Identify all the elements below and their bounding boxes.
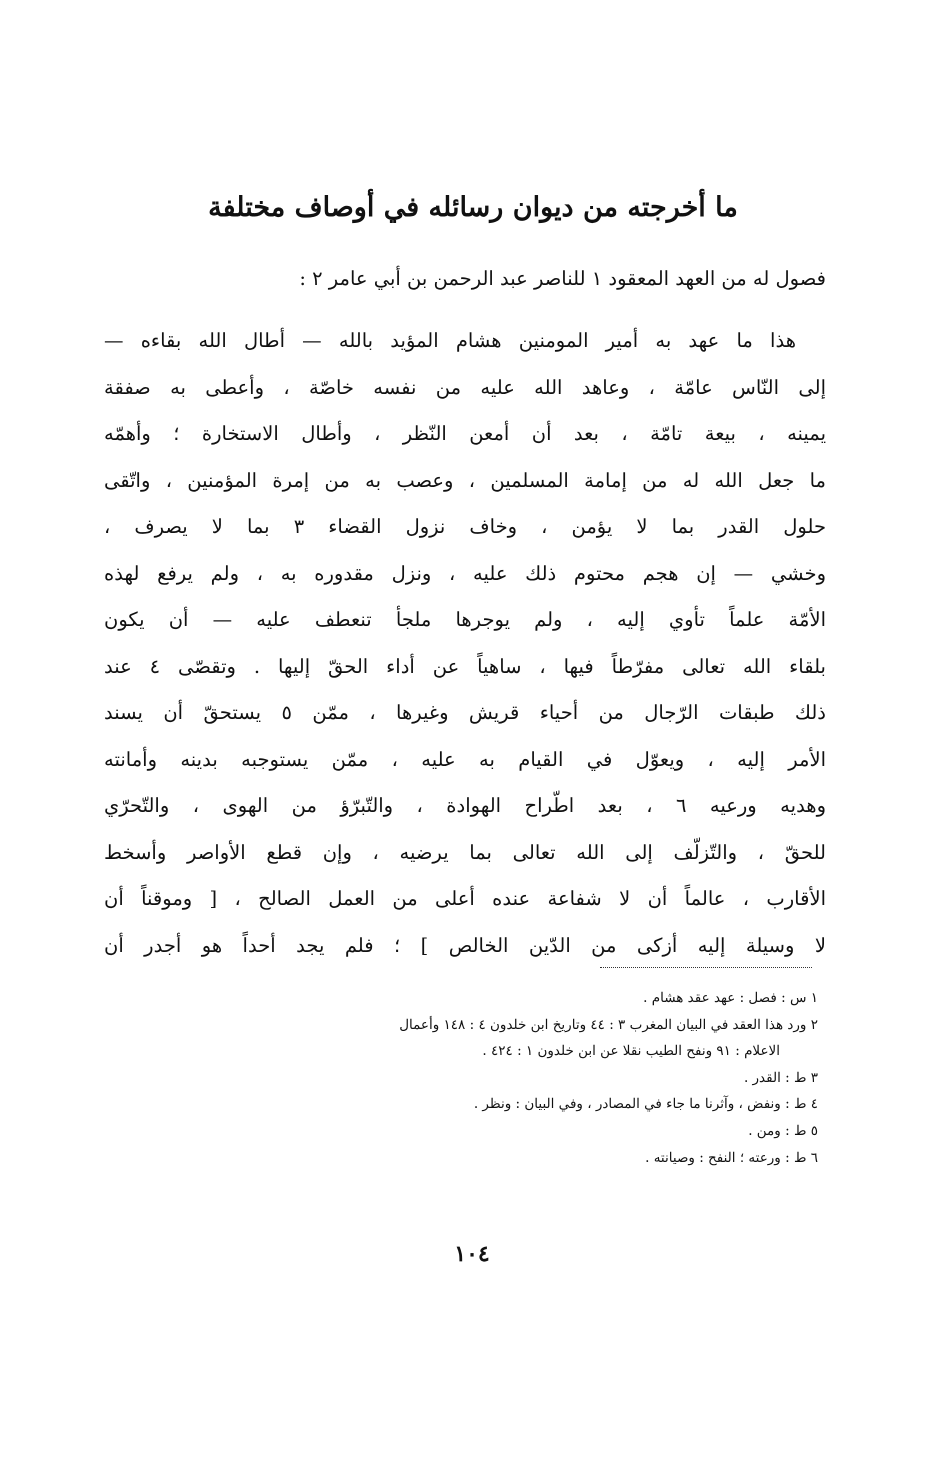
body-paragraph	[104, 318, 826, 969]
footnote-2: ٢ ورد هذا العقد في البيان المغرب ٣ : ٤٤ وتاريخ ابن خلدون ٤ : ١٤٨ وأعمال	[399, 1016, 818, 1033]
body-line: الأمر إليه ، ويعوّل في القيام به عليه ، ممّن يستوجبه بدينه وأمانته	[104, 747, 826, 771]
body-line: الأقارب ، عالماً أن لا شفاعة عنده أعلى من العمل الصالح ، [ وموقناً أن	[104, 887, 826, 910]
footnote-2-continued: الاعلام : ٩١ ونفح الطيب نقلا عن ابن خلدون ١ : ٤٢٤ .	[482, 1043, 780, 1060]
body-line: يمينه ، بيعة تامّة ، بعد أن أمعن النّظر ، وأطال الاستخارة ؛ وأهمّه	[104, 422, 826, 445]
footnote-divider	[600, 967, 812, 968]
footnotes	[110, 985, 818, 1171]
body-line: هذا ما عهد به أمير المومنين هشام المؤيد بالله — أطال الله بقاءه —	[104, 329, 796, 352]
section-subtitle: فصول له من العهد المعقود ١ للناصر عبد الرحمن بن أبي عامر ٢ :	[299, 267, 826, 290]
section-title: ما أخرجته من ديوان رسائله في أوصاف مختلفة	[208, 192, 738, 223]
body-line: ما جعل الله له من إمامة المسلمين ، وعصب به من إمرة المؤمنين ، واتّقى	[104, 468, 826, 492]
footnote-1: ١ س : فصل : عهد عقد هشام .	[643, 990, 818, 1006]
page-number: ١٠٤	[454, 1241, 490, 1267]
footnote-3: ٣ ط : القدر .	[743, 1069, 818, 1086]
footnote-5: ٥ ط : ومن .	[748, 1122, 818, 1139]
footnote-6: ٦ ط : ورعته ؛ النفح : وصيانته .	[645, 1149, 818, 1166]
body-line: وخشي — إن هجم محتوم ذلك عليه ، ونزل مقدوره به ، ولم يرفع لهذه	[104, 561, 826, 585]
body-line: إلى النّاس عامّة ، وعاهد الله عليه من نفسه خاصّة ، وأعطى به صفقة	[104, 375, 826, 399]
body-line: وهديه ورعيه ٦ ، بعد اطّراح الهوادة ، والتّبرّؤ من الهوى ، والتّحرّي	[104, 794, 826, 817]
body-line: لا وسيلة إليه أزكى من الدّين الخالص ] ؛ فلم يجد أحداً هو أجدر أن	[104, 933, 826, 957]
body-line: الأمّة علماً تأوي إليه ، ولم يوجرها ملجأ تنعطف عليه — أن يكون	[104, 608, 826, 631]
body-line: ذلك طبقات الرّجال من أحياء قريش وغيرها ، ممّن ٥ يستحقّ أن يسند	[104, 701, 826, 724]
body-line: حلول القدر بما لا يؤمن ، وخاف نزول القضاء ٣ بما لا يصرف ،	[104, 515, 826, 538]
footnote-4: ٤ ط : ونفض ، وآثرنا ما جاء في المصادر ، وفي البيان : ونظر .	[473, 1096, 818, 1113]
body-line: للحقّ ، والتّزلّف إلى الله تعالى بما يرضيه ، وإن قطع الأواصر وأسخط	[104, 840, 826, 864]
body-line: بلقاء الله تعالى مفرّطاً فيها ، ساهياً عن أداء الحقّ إليها . وتقصّى ٤ عند	[104, 654, 826, 678]
